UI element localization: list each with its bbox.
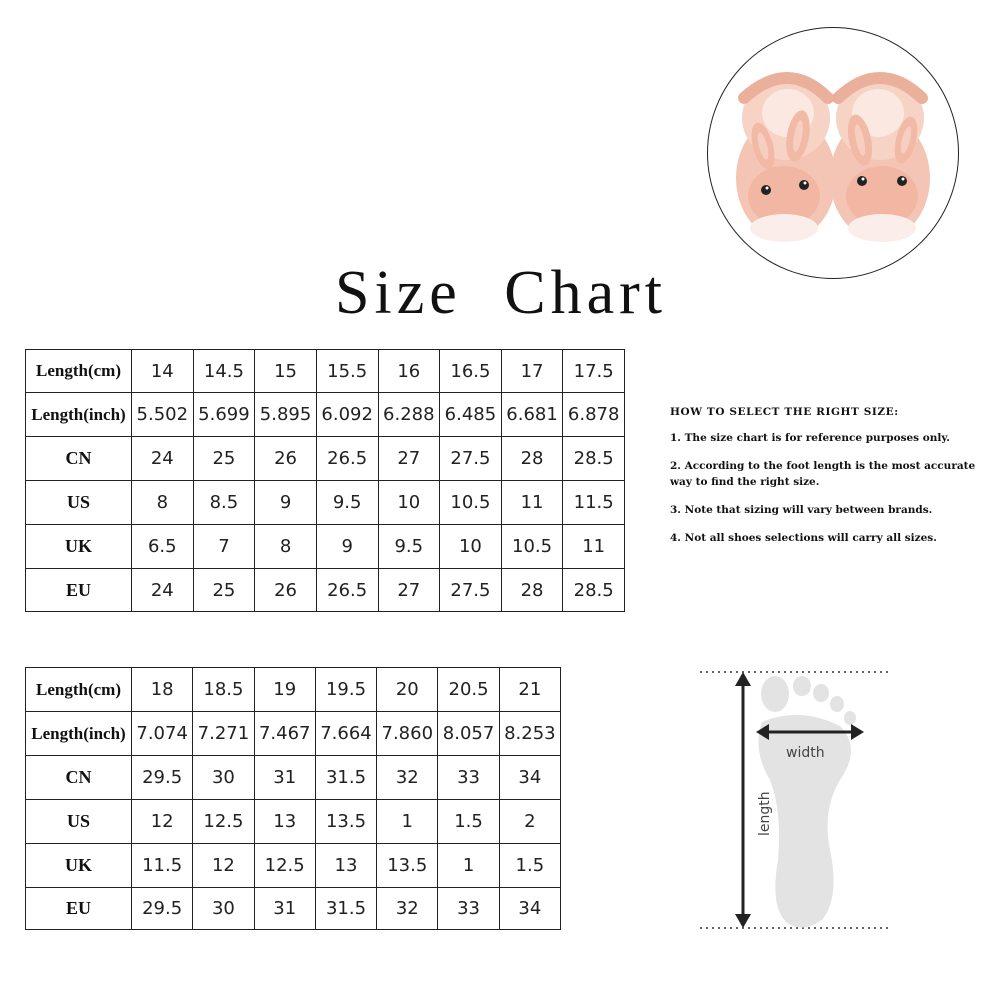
size-cell: 18 [132,668,193,712]
size-cell: 25 [193,437,255,481]
row-header: US [26,800,132,844]
size-cell: 21 [499,668,560,712]
size-cell: 19.5 [315,668,376,712]
size-cell: 28.5 [563,569,625,612]
size-cell: 8 [255,525,317,569]
size-cell: 28 [501,569,563,612]
size-cell: 27 [378,569,440,612]
size-cell: 31 [254,888,315,930]
size-cell: 13.5 [377,844,438,888]
foot-measurement-diagram [690,660,900,940]
size-cell: 26.5 [316,569,378,612]
size-cell: 30 [193,888,254,930]
row-header: Length(cm) [26,668,132,712]
instruction-item: 3. Note that sizing will vary between brands. [670,504,933,516]
size-cell: 10 [440,525,502,569]
width-label: width [786,745,825,761]
page-title: Size Chart [335,259,667,327]
size-cell: 29.5 [132,888,193,930]
size-cell: 9.5 [316,481,378,525]
table-row [26,393,625,437]
size-cell: 1 [438,844,499,888]
table-row [26,800,561,844]
size-cell: 17.5 [563,350,625,393]
size-cell: 31.5 [315,888,376,930]
product-photo [707,27,959,279]
size-cell: 34 [499,756,560,800]
size-cell: 6.485 [440,393,502,437]
size-cell: 33 [438,756,499,800]
instruction-item: 2. According to the foot length is the most accurate way to find the right size. [670,460,976,488]
row-header: CN [26,756,132,800]
size-cell: 9 [316,525,378,569]
size-cell: 20 [377,668,438,712]
size-cell: 18.5 [193,668,254,712]
size-cell: 11.5 [563,481,625,525]
size-cell: 28 [501,437,563,481]
size-cell: 12 [193,844,254,888]
size-cell: 7.467 [254,712,315,756]
size-cell: 25 [193,569,255,612]
size-cell: 5.502 [132,393,194,437]
size-cell: 12.5 [193,800,254,844]
table-row [26,350,625,393]
size-cell: 6.5 [132,525,194,569]
size-cell: 5.699 [193,393,255,437]
foot-silhouette-icon [758,676,856,928]
size-cell: 2 [499,800,560,844]
size-cell: 26 [255,569,317,612]
size-cell: 16.5 [440,350,502,393]
table-row [26,668,561,712]
size-cell: 8.253 [499,712,560,756]
size-cell: 1 [377,800,438,844]
size-cell: 26 [255,437,317,481]
size-table-1 [25,349,625,612]
size-cell: 14 [132,350,194,393]
table-row [26,437,625,481]
size-cell: 6.288 [378,393,440,437]
size-cell: 17 [501,350,563,393]
size-cell: 19 [254,668,315,712]
size-cell: 8.057 [438,712,499,756]
row-header: UK [26,525,132,569]
size-cell: 1.5 [438,800,499,844]
size-cell: 28.5 [563,437,625,481]
size-cell: 27.5 [440,569,502,612]
length-label: length [757,791,773,836]
row-header: US [26,481,132,525]
size-cell: 9 [255,481,317,525]
row-header: EU [26,569,132,612]
size-cell: 32 [377,888,438,930]
size-cell: 5.895 [255,393,317,437]
size-cell: 33 [438,888,499,930]
size-cell: 10.5 [440,481,502,525]
row-header: Length(inch) [26,393,132,437]
size-cell: 29.5 [132,756,193,800]
size-cell: 27 [378,437,440,481]
size-cell: 7.664 [315,712,376,756]
size-cell: 9.5 [378,525,440,569]
size-instructions [670,404,990,558]
size-cell: 8 [132,481,194,525]
size-cell: 26.5 [316,437,378,481]
size-cell: 7 [193,525,255,569]
right-slipper-icon [830,76,930,242]
size-table-2 [25,667,561,930]
size-cell: 32 [377,756,438,800]
size-cell: 27.5 [440,437,502,481]
row-header: UK [26,844,132,888]
size-cell: 13.5 [315,800,376,844]
table-row [26,712,561,756]
size-cell: 13 [315,844,376,888]
row-header: EU [26,888,132,930]
size-cell: 6.092 [316,393,378,437]
bunny-slippers-icon [708,28,958,278]
left-slipper-icon [736,76,836,242]
size-cell: 13 [254,800,315,844]
size-cell: 15.5 [316,350,378,393]
size-cell: 31 [254,756,315,800]
size-cell: 11.5 [132,844,193,888]
size-cell: 15 [255,350,317,393]
instruction-item: 4. Not all shoes selections will carry all sizes. [670,532,937,544]
instruction-item: 1. The size chart is for reference purposes only. [670,432,950,444]
size-cell: 14.5 [193,350,255,393]
size-cell: 6.681 [501,393,563,437]
size-cell: 1.5 [499,844,560,888]
size-cell: 16 [378,350,440,393]
table-row [26,481,625,525]
size-cell: 31.5 [315,756,376,800]
table-row [26,888,561,930]
size-cell: 6.878 [563,393,625,437]
size-cell: 12 [132,800,193,844]
size-cell: 10.5 [501,525,563,569]
table-row [26,756,561,800]
size-cell: 10 [378,481,440,525]
row-header: CN [26,437,132,481]
size-cell: 7.074 [132,712,193,756]
size-cell: 34 [499,888,560,930]
row-header: Length(inch) [26,712,132,756]
instructions-heading: HOW TO SELECT THE RIGHT SIZE: [670,406,899,418]
table-row [26,844,561,888]
table-row [26,525,625,569]
size-cell: 30 [193,756,254,800]
size-cell: 11 [563,525,625,569]
size-cell: 7.860 [377,712,438,756]
size-cell: 12.5 [254,844,315,888]
size-cell: 11 [501,481,563,525]
size-cell: 24 [132,437,194,481]
row-header: Length(cm) [26,350,132,393]
table-row [26,569,625,612]
size-cell: 24 [132,569,194,612]
size-cell: 8.5 [193,481,255,525]
size-cell: 20.5 [438,668,499,712]
size-cell: 7.271 [193,712,254,756]
